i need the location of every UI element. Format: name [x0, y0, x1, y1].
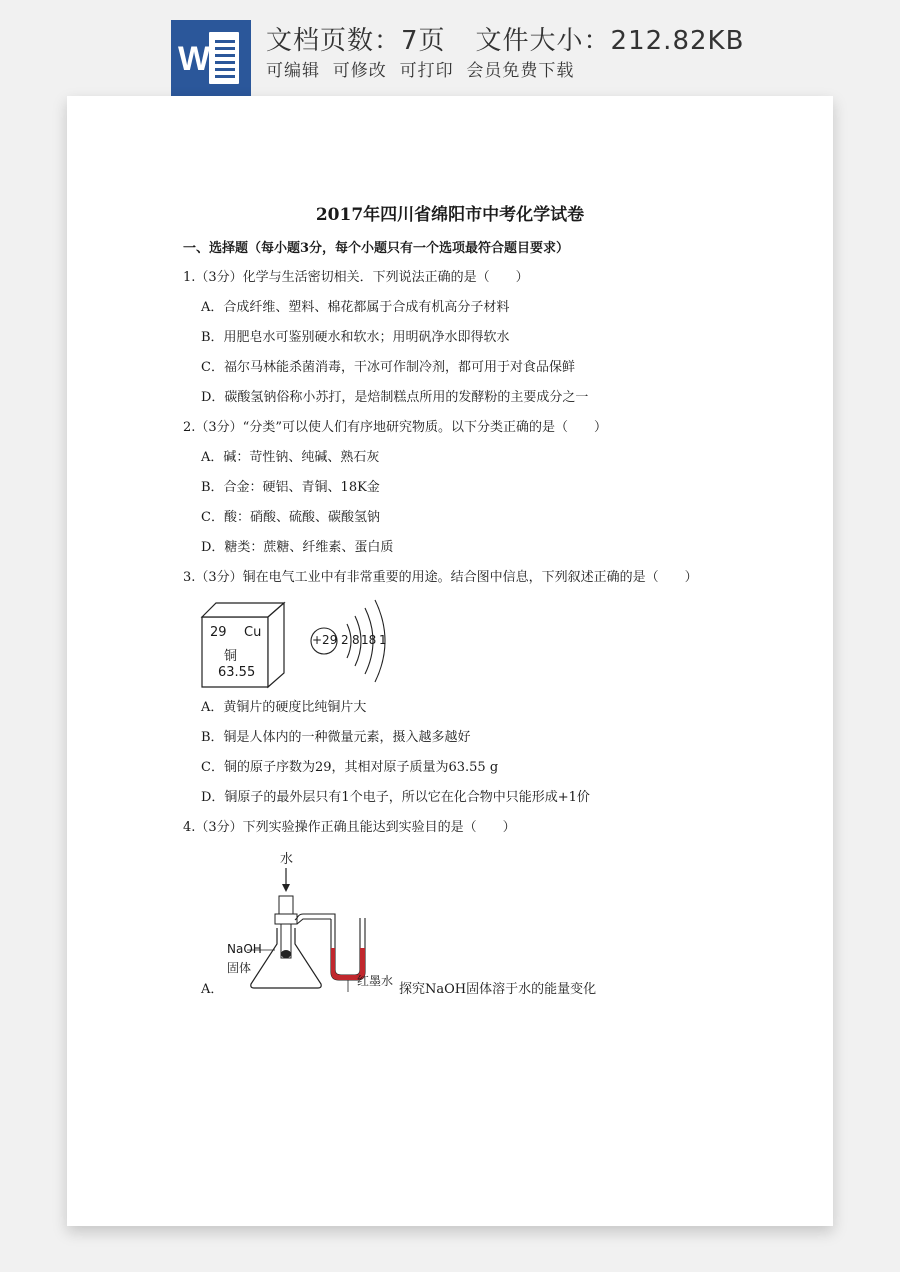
document-title: 2017年四川省绵阳市中考化学试卷	[315, 205, 585, 225]
element-card	[200, 601, 288, 689]
q4-option-a-text: 探究NaOH固体溶于水的能量变化	[399, 982, 597, 997]
file-info	[266, 20, 744, 57]
solid-label: 固体	[227, 961, 252, 975]
atomic-mass: 63.55	[218, 665, 256, 680]
q3-option-c: C．铜的原子序数为29，其相对原子质量为63.55 g	[201, 760, 499, 775]
q1-option-c: C．福尔马林能杀菌消毒，干冰可作制冷剂，都可用于对食品保鲜	[201, 360, 575, 375]
q3-option-a: A．黄铜片的硬度比纯铜片大	[201, 700, 367, 715]
q1-option-d: D．碳酸氢钠俗称小苏打，是焙制糕点所用的发酵粉的主要成分之一	[201, 390, 589, 405]
shell-3-count: 18	[361, 633, 377, 647]
q4-option-a-letter: A．	[201, 982, 224, 997]
flask-u-tube-drawing	[217, 848, 477, 998]
q2-option-a: A．碱：苛性钠、纯碱、熟石灰	[201, 450, 380, 465]
q2-option-d: D．糖类：蔗糖、纤维素、蛋白质	[201, 540, 394, 555]
document-page	[67, 96, 833, 1226]
element-symbol: Cu	[244, 625, 262, 640]
question-2: 2.（3分）“分类”可以使人们有序地研究物质。以下分类正确的是（ ）	[183, 420, 607, 435]
experiment-apparatus	[217, 848, 477, 998]
q3-option-b: B．铜是人体内的一种微量元素，摄入越多越好	[201, 730, 471, 745]
question-3: 3.（3分）铜在电气工业中有非常重要的用途。结合图中信息，下列叙述正确的是（ ）	[183, 570, 698, 585]
shell-1-count: 2	[341, 633, 349, 647]
red-ink-label: 红墨水	[357, 974, 394, 988]
q3-option-d: D．铜原子的最外层只有1个电子，所以它在化合物中只能形成+1价	[201, 790, 590, 805]
shell-2-count: 8	[352, 633, 360, 647]
section-heading: 一、选择题（每小题3分，每个小题只有一个选项最符合题目要求）	[183, 241, 570, 256]
nucleus-charge: +29	[312, 633, 338, 647]
naoh-label: NaOH	[227, 942, 262, 956]
download-banner	[0, 0, 900, 96]
question-1: 1.（3分）化学与生活密切相关．下列说法正确的是（ ）	[183, 270, 529, 285]
element-name: 铜	[224, 649, 238, 664]
q1-option-a: A．合成纤维、塑料、棉花都属于合成有机高分子材料	[201, 300, 510, 315]
q2-option-b: B．合金：硬铝、青铜、18K金	[201, 480, 380, 495]
word-doc-icon	[171, 20, 251, 96]
page-count: 文档页数：7页	[266, 26, 446, 56]
file-size: 文件大小：212.82KB	[475, 26, 745, 56]
question-4: 4.（3分）下列实验操作正确且能达到实验目的是（ ）	[183, 820, 516, 835]
feature-list: 可编辑 可修改 可打印 会员免费下载	[266, 61, 575, 81]
water-label: 水	[280, 852, 294, 867]
word-logo-letter: W	[178, 40, 211, 78]
shell-4-count: 1	[379, 633, 387, 647]
atomic-number: 29	[210, 625, 227, 640]
q2-option-c: C．酸：硝酸、硫酸、碳酸氢钠	[201, 510, 380, 525]
atom-structure-diagram	[307, 596, 397, 686]
q1-option-b: B．用肥皂水可鉴别硬水和软水；用明矾净水即得软水	[201, 330, 510, 345]
